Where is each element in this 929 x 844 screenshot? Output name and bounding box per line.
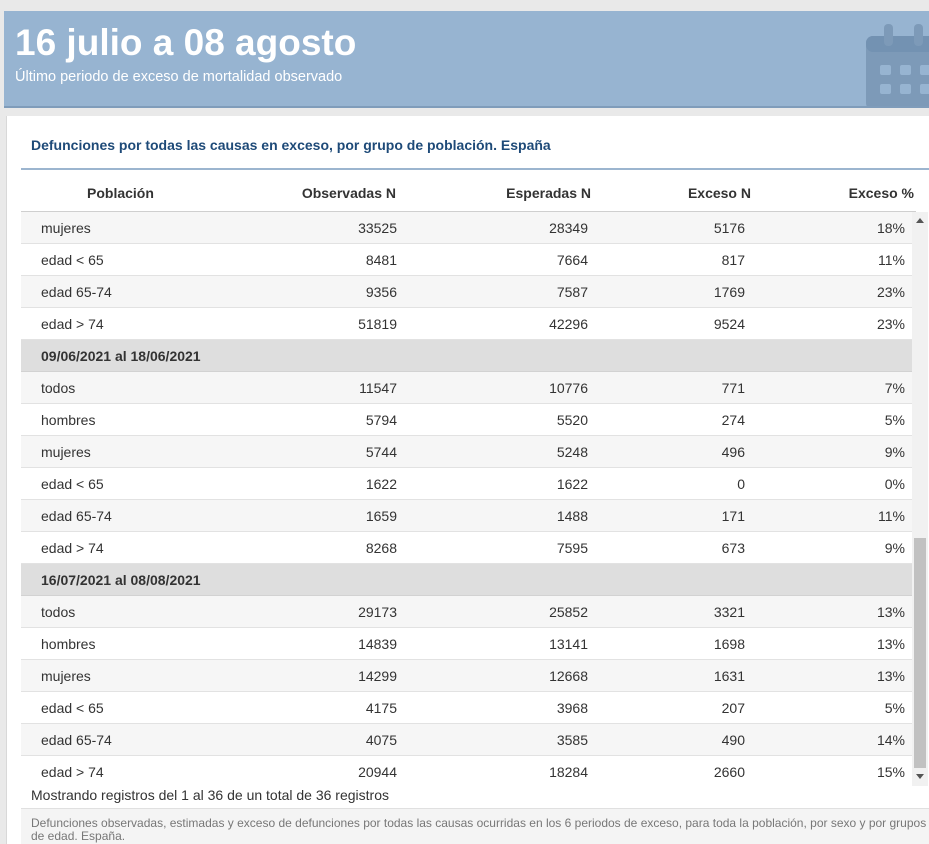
cell-esperadas: 5248: [556, 444, 588, 460]
cell-poblacion: hombres: [41, 636, 96, 652]
cell-observadas: 33525: [358, 220, 397, 236]
cell-esperadas: 7587: [556, 284, 588, 300]
cell-exceso-pct: 11%: [878, 508, 905, 524]
cell-esperadas: 10776: [549, 380, 588, 396]
cell-exceso-pct: 18%: [876, 220, 905, 236]
table-row: [21, 372, 916, 404]
records-info: Mostrando registros del 1 al 36 de un total de 36 registros: [31, 787, 389, 803]
table-row: [21, 276, 916, 308]
caption-text: Defunciones observadas, estimadas y exceso de defunciones por todas las causas ocurridas en los 6 periodos de exceso, para toda la población, por sexo y por grupos de edad. España.: [31, 816, 927, 843]
group-header-row: [21, 340, 916, 372]
table-row: [21, 404, 916, 436]
cell-exceso-pct: 23%: [876, 316, 905, 332]
cell-exceso-n: 0: [737, 476, 745, 492]
table-row: [21, 500, 916, 532]
cell-poblacion: edad 65-74: [41, 732, 112, 748]
group-period-label: 16/07/2021 al 08/08/2021: [41, 572, 201, 588]
cell-exceso-n: 5176: [713, 220, 745, 236]
group-header-row: [21, 564, 916, 596]
cell-esperadas: 25852: [549, 604, 588, 620]
cell-exceso-pct: 23%: [876, 284, 905, 300]
cell-exceso-n: 673: [721, 540, 745, 556]
cell-observadas: 14839: [358, 636, 397, 652]
cell-exceso-n: 1698: [713, 636, 745, 652]
cell-exceso-n: 771: [721, 380, 745, 396]
column-header-esperadas[interactable]: Esperadas N: [506, 185, 591, 201]
cell-exceso-n: 207: [721, 700, 745, 716]
cell-poblacion: mujeres: [41, 220, 91, 236]
table-row: [21, 724, 916, 756]
cell-exceso-n: 274: [721, 412, 745, 428]
cell-observadas: 20944: [358, 764, 397, 780]
cell-observadas: 4075: [365, 732, 397, 748]
cell-exceso-n: 817: [721, 252, 745, 268]
table-row: [21, 596, 916, 628]
cell-esperadas: 13141: [549, 636, 588, 652]
card-title: Defunciones por todas las causas en exceso, por grupo de población. España: [31, 137, 551, 153]
cell-observadas: 11547: [359, 380, 397, 396]
scrollbar-thumb[interactable]: [914, 538, 926, 768]
cell-esperadas: 3968: [556, 700, 588, 716]
cell-observadas: 8268: [365, 540, 397, 556]
cell-observadas: 8481: [365, 252, 397, 268]
cell-poblacion: edad 65-74: [41, 508, 112, 524]
table-row: [21, 660, 916, 692]
cell-exceso-n: 9524: [713, 316, 745, 332]
cell-exceso-pct: 13%: [876, 636, 905, 652]
cell-esperadas: 1622: [556, 476, 588, 492]
cell-exceso-n: 490: [721, 732, 745, 748]
column-header-poblacion[interactable]: Población: [87, 185, 154, 201]
cell-poblacion: todos: [41, 604, 76, 620]
table-row: [21, 212, 916, 244]
cell-exceso-n: 2660: [713, 764, 745, 780]
cell-poblacion: todos: [41, 380, 76, 396]
cell-esperadas: 5520: [556, 412, 588, 428]
cell-exceso-pct: 5%: [884, 700, 905, 716]
cell-poblacion: edad 65-74: [41, 284, 112, 300]
cell-poblacion: edad > 74: [41, 540, 104, 556]
period-banner: [4, 11, 929, 108]
cell-observadas: 51819: [358, 316, 397, 332]
cell-poblacion: mujeres: [41, 668, 91, 684]
cell-poblacion: edad < 65: [41, 476, 104, 492]
cell-esperadas: 7595: [556, 540, 588, 556]
cell-esperadas: 12668: [549, 668, 588, 684]
cell-exceso-pct: 9%: [884, 444, 905, 460]
cell-poblacion: edad < 65: [41, 700, 104, 716]
cell-esperadas: 28349: [549, 220, 588, 236]
cell-exceso-n: 1631: [713, 668, 745, 684]
cell-exceso-pct: 13%: [876, 668, 905, 684]
column-header-exceso-n[interactable]: Exceso N: [687, 185, 751, 201]
cell-exceso-pct: 13%: [876, 604, 905, 620]
cell-observadas: 9356: [365, 284, 397, 300]
cell-exceso-n: 3321: [713, 604, 745, 620]
cell-observadas: 1622: [365, 476, 397, 492]
table-scrollbar[interactable]: [912, 212, 928, 786]
cell-exceso-pct: 11%: [878, 252, 905, 268]
cell-poblacion: mujeres: [41, 444, 91, 460]
cell-esperadas: 3585: [556, 732, 588, 748]
cell-esperadas: 18284: [549, 764, 588, 780]
table-row: [21, 468, 916, 500]
excess-mortality-card: [6, 116, 929, 844]
cell-esperadas: 1488: [556, 508, 588, 524]
cell-observadas: 14299: [358, 668, 397, 684]
cell-observadas: 4175: [365, 700, 397, 716]
cell-exceso-pct: 15%: [876, 764, 905, 780]
scroll-up-arrow-icon[interactable]: [916, 218, 924, 223]
cell-exceso-n: 171: [721, 508, 745, 524]
calendar-icon: [866, 24, 929, 108]
table-row: [21, 692, 916, 724]
column-header-exceso-pct[interactable]: Exceso %: [848, 185, 914, 201]
period-title: 16 julio a 08 agosto: [15, 22, 357, 63]
cell-exceso-pct: 7%: [884, 380, 905, 396]
table-header: [21, 170, 916, 212]
cell-observadas: 5744: [365, 444, 397, 460]
cell-poblacion: edad > 74: [41, 316, 104, 332]
cell-exceso-n: 496: [721, 444, 745, 460]
table-row: [21, 628, 916, 660]
table-row: [21, 244, 916, 276]
table-row: [21, 532, 916, 564]
group-period-label: 09/06/2021 al 18/06/2021: [41, 348, 201, 364]
cell-poblacion: edad > 74: [41, 764, 104, 780]
table-body: [21, 212, 916, 786]
cell-esperadas: 42296: [549, 316, 588, 332]
table-row: [21, 756, 916, 786]
cell-exceso-n: 1769: [713, 284, 745, 300]
cell-observadas: 5794: [365, 412, 397, 428]
cell-exceso-pct: 5%: [884, 412, 905, 428]
cell-esperadas: 7664: [556, 252, 588, 268]
cell-observadas: 29173: [358, 604, 397, 620]
period-subtitle: Último periodo de exceso de mortalidad observado: [15, 69, 343, 85]
table-caption: [21, 808, 929, 844]
cell-observadas: 1659: [365, 508, 397, 524]
table-row: [21, 436, 916, 468]
cell-exceso-pct: 0%: [884, 476, 905, 492]
cell-exceso-pct: 9%: [884, 540, 905, 556]
cell-poblacion: hombres: [41, 412, 96, 428]
cell-exceso-pct: 14%: [876, 732, 905, 748]
column-header-observadas[interactable]: Observadas N: [301, 185, 396, 201]
scroll-down-arrow-icon[interactable]: [916, 774, 924, 779]
table-row: [21, 308, 916, 340]
cell-poblacion: edad < 65: [41, 252, 104, 268]
